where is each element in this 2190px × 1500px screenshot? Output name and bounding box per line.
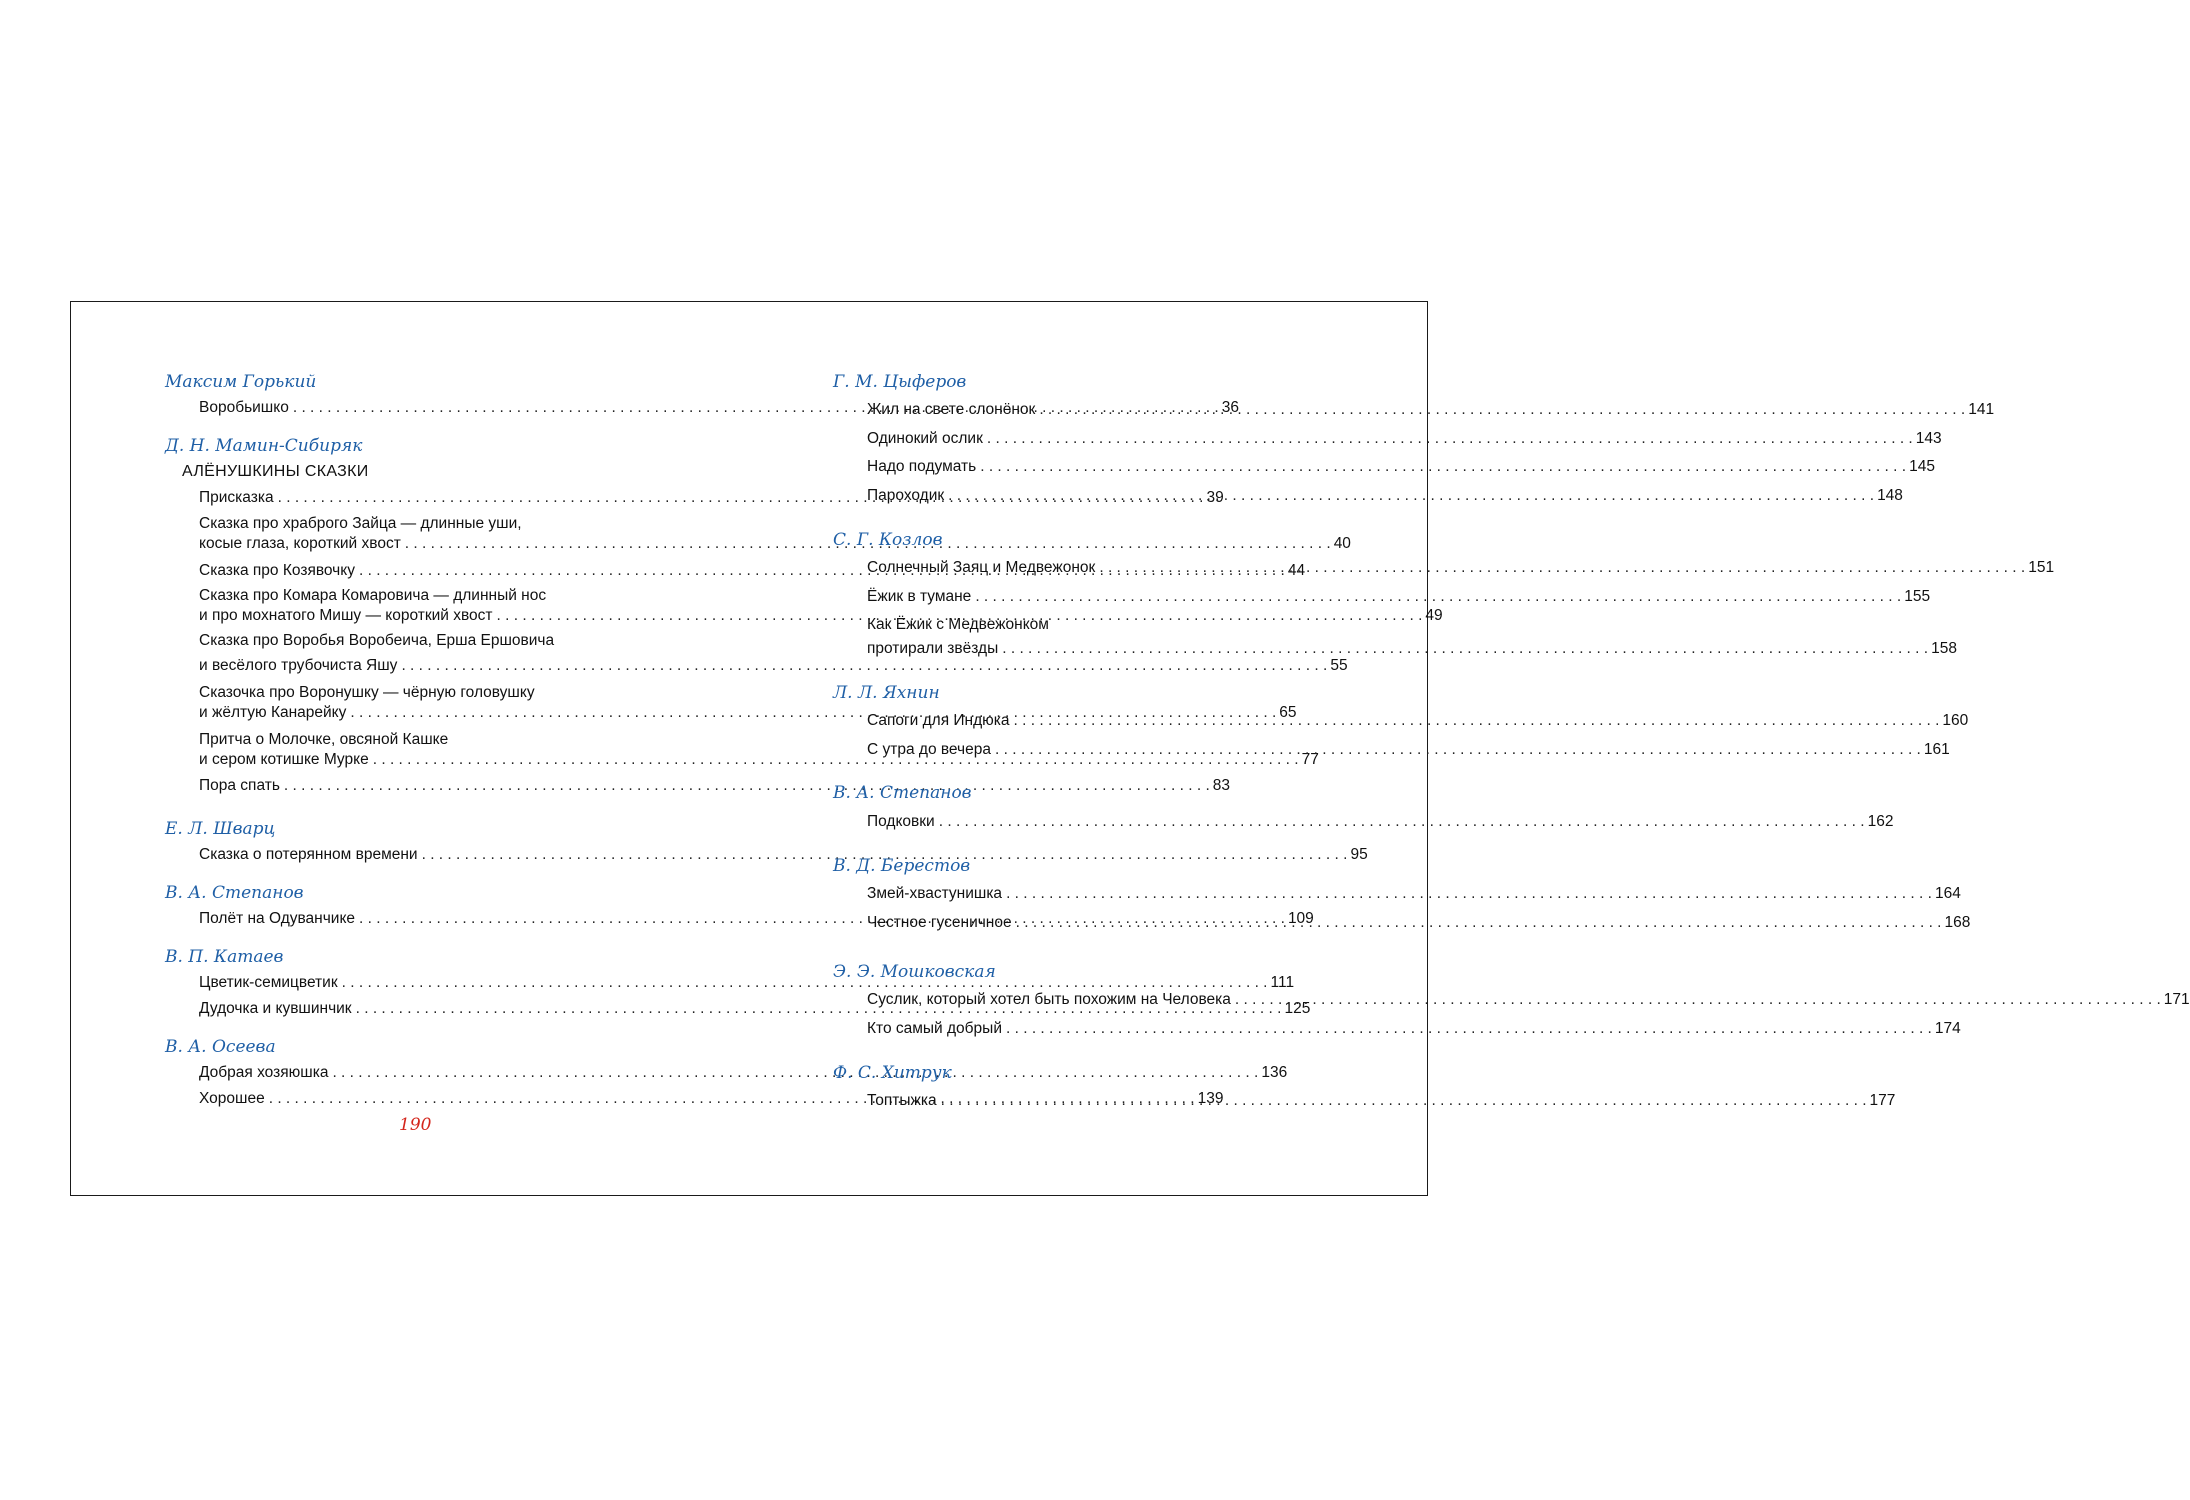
entry-title: Сапоги для Индюка bbox=[867, 712, 1010, 729]
page-number: 177 bbox=[1869, 1092, 1896, 1109]
toc-entry[interactable] bbox=[867, 400, 1995, 420]
page-number: 111 bbox=[1270, 974, 1295, 991]
entry-title: и жёлтую Канарейку bbox=[199, 704, 347, 721]
entry-title: и про мохнатого Мишу — короткий хвост bbox=[199, 607, 493, 624]
toc-entry[interactable] bbox=[867, 990, 2190, 1010]
author-heading: В. А. Степанов bbox=[833, 783, 972, 803]
entry-title: протирали звёзды bbox=[867, 640, 999, 657]
entry-title-line1: Сказочка про Воронушку — чёрную головушку bbox=[199, 684, 535, 701]
entry-title: Пароходик bbox=[867, 487, 945, 504]
entry-title: Солнечный Заяц и Медвежонок bbox=[867, 559, 1096, 576]
entry-title: Жил на свете слонёнок bbox=[867, 401, 1036, 418]
leader-dots bbox=[1006, 1019, 1932, 1039]
page-number: 164 bbox=[1934, 885, 1961, 902]
entry-title-line1: Сказка про храброго Зайца — длинные уши, bbox=[199, 515, 522, 532]
book-spread bbox=[70, 301, 2190, 1196]
page-number: 95 bbox=[1350, 846, 1368, 863]
page-number: 143 bbox=[1915, 430, 1942, 447]
leader-dots bbox=[1002, 639, 1928, 659]
page-number: 77 bbox=[1301, 751, 1319, 768]
entry-title: Ёжик в тумане bbox=[867, 588, 972, 605]
entry-title: Суслик, который хотел быть похожим на Человека bbox=[867, 991, 1231, 1008]
entry-title: и весёлого трубочиста Яшу bbox=[199, 657, 398, 674]
leader-dots bbox=[284, 776, 1210, 796]
author-heading: Е. Л. Шварц bbox=[165, 819, 276, 839]
entry-title-line1: Как Ёжик с Медвежонком bbox=[867, 616, 1049, 633]
page-number: 83 bbox=[1212, 777, 1231, 794]
toc-entry[interactable] bbox=[867, 740, 1950, 760]
toc-entry[interactable] bbox=[867, 587, 1931, 607]
leader-dots bbox=[995, 740, 1921, 760]
toc-entry[interactable] bbox=[867, 429, 1942, 449]
page-number: 39 bbox=[1206, 489, 1224, 506]
leader-dots bbox=[941, 1091, 1867, 1111]
entry-title: Кто самый добрый bbox=[867, 1020, 1002, 1037]
entry-title: Хорошее bbox=[199, 1090, 265, 1107]
toc-entry[interactable] bbox=[867, 558, 2055, 578]
entry-title: Подковки bbox=[867, 813, 935, 830]
leader-dots bbox=[975, 587, 1901, 607]
author-heading: В. А. Осеева bbox=[165, 1037, 276, 1057]
entry-title: Воробьишко bbox=[199, 399, 289, 416]
entry-title: Присказка bbox=[199, 489, 274, 506]
page-number: 44 bbox=[1287, 562, 1306, 579]
author-heading: Л. Л. Яхнин bbox=[833, 683, 940, 703]
toc-entry[interactable] bbox=[867, 711, 1969, 731]
page-number: 65 bbox=[1279, 704, 1297, 721]
leader-dots bbox=[939, 812, 1865, 832]
entry-title: Сказка про Козявочку bbox=[199, 562, 355, 579]
toc-entry[interactable] bbox=[867, 812, 1894, 832]
entry-title: Топтыжка bbox=[867, 1092, 937, 1109]
page-number: 155 bbox=[1904, 588, 1931, 605]
leader-dots bbox=[1235, 990, 2161, 1010]
author-heading: Максим Горький bbox=[165, 372, 317, 392]
author-heading: С. Г. Козлов bbox=[833, 530, 943, 550]
leader-dots bbox=[987, 429, 1913, 449]
leader-dots bbox=[948, 486, 1874, 506]
entry-title: Честное гусеничное bbox=[867, 914, 1012, 931]
leader-dots bbox=[1014, 711, 1940, 731]
page-number: 145 bbox=[1909, 458, 1935, 475]
author-heading: Э. Э. Мошковская bbox=[833, 962, 996, 982]
entry-title: Цветик-семицветик bbox=[199, 974, 338, 991]
entry-title: Добрая хозяюшка bbox=[199, 1064, 329, 1081]
entry-title: Дудочка и кувшинчик bbox=[199, 1000, 352, 1017]
page-number: 141 bbox=[1968, 401, 1995, 418]
page-number: 161 bbox=[1923, 741, 1950, 758]
entry-title: С утра до вечера bbox=[867, 741, 991, 758]
leader-dots bbox=[1016, 913, 1942, 933]
entry-title: Пора спать bbox=[199, 777, 280, 794]
entry-title: и сером котишке Мурке bbox=[199, 751, 369, 768]
page-number: 139 bbox=[1197, 1090, 1224, 1107]
collection-title: АЛЁНУШКИНЫ СКАЗКИ bbox=[182, 463, 369, 480]
page-number: 148 bbox=[1877, 487, 1903, 504]
page-number: 168 bbox=[1944, 914, 1971, 931]
entry-title: Полёт на Одуванчике bbox=[199, 910, 356, 927]
leader-dots bbox=[1006, 884, 1932, 904]
leader-dots bbox=[1039, 400, 1965, 420]
toc-entry[interactable] bbox=[867, 884, 1961, 904]
page-number: 158 bbox=[1931, 640, 1957, 657]
toc-entry[interactable] bbox=[867, 1019, 1961, 1039]
page-number: 136 bbox=[1261, 1064, 1288, 1081]
toc-entry[interactable] bbox=[199, 973, 1295, 993]
entry-title-line1: Сказка про Комара Комаровича — длинный нос bbox=[199, 587, 547, 604]
page-number: 40 bbox=[1333, 535, 1351, 552]
leader-dots bbox=[1099, 558, 2025, 578]
page-number: 151 bbox=[2028, 559, 2055, 576]
page-number: 174 bbox=[1934, 1020, 1961, 1037]
page-number: 49 bbox=[1425, 607, 1443, 624]
entry-title: Сказка о потерянном времени bbox=[199, 846, 418, 863]
page-number: 160 bbox=[1942, 712, 1969, 729]
page-number: 125 bbox=[1284, 1000, 1311, 1017]
page-number: 55 bbox=[1330, 657, 1348, 674]
entry-title: Змей-хвастунишка bbox=[867, 885, 1003, 902]
leader-dots bbox=[401, 656, 1327, 676]
author-heading: В. П. Катаев bbox=[165, 947, 284, 967]
entry-title: косые глаза, короткий хвост bbox=[199, 535, 401, 552]
toc-entry[interactable] bbox=[867, 457, 1935, 477]
toc-entry[interactable] bbox=[867, 1091, 1896, 1111]
author-heading: Г. М. Цыферов bbox=[833, 372, 967, 392]
entry-title-line1: Сказка про Воробья Воробеича, Ерша Ершовича bbox=[199, 632, 555, 649]
entry-title: Надо подумать bbox=[867, 458, 977, 475]
entry-title: Одинокий ослик bbox=[867, 430, 983, 447]
toc-entry[interactable] bbox=[199, 845, 1368, 865]
page-number: 171 bbox=[2163, 991, 2190, 1008]
entry-title-line1: Притча о Молочке, овсяной Кашке bbox=[199, 731, 449, 748]
author-heading: В. Д. Берестов bbox=[833, 856, 971, 876]
leader-dots bbox=[980, 457, 1906, 477]
author-heading: Ф. С. Хитрук bbox=[833, 1063, 952, 1083]
toc-entry[interactable] bbox=[867, 486, 1903, 506]
page-number: 36 bbox=[1221, 399, 1239, 416]
page-folio: 190 bbox=[399, 1115, 432, 1135]
author-heading: В. А. Степанов bbox=[165, 883, 304, 903]
page-number: 109 bbox=[1287, 910, 1314, 927]
toc-entry[interactable] bbox=[867, 913, 1971, 933]
leader-dots bbox=[332, 1063, 1258, 1083]
page-number: 162 bbox=[1867, 813, 1894, 830]
author-heading: Д. Н. Мамин-Сибиряк bbox=[165, 436, 363, 456]
